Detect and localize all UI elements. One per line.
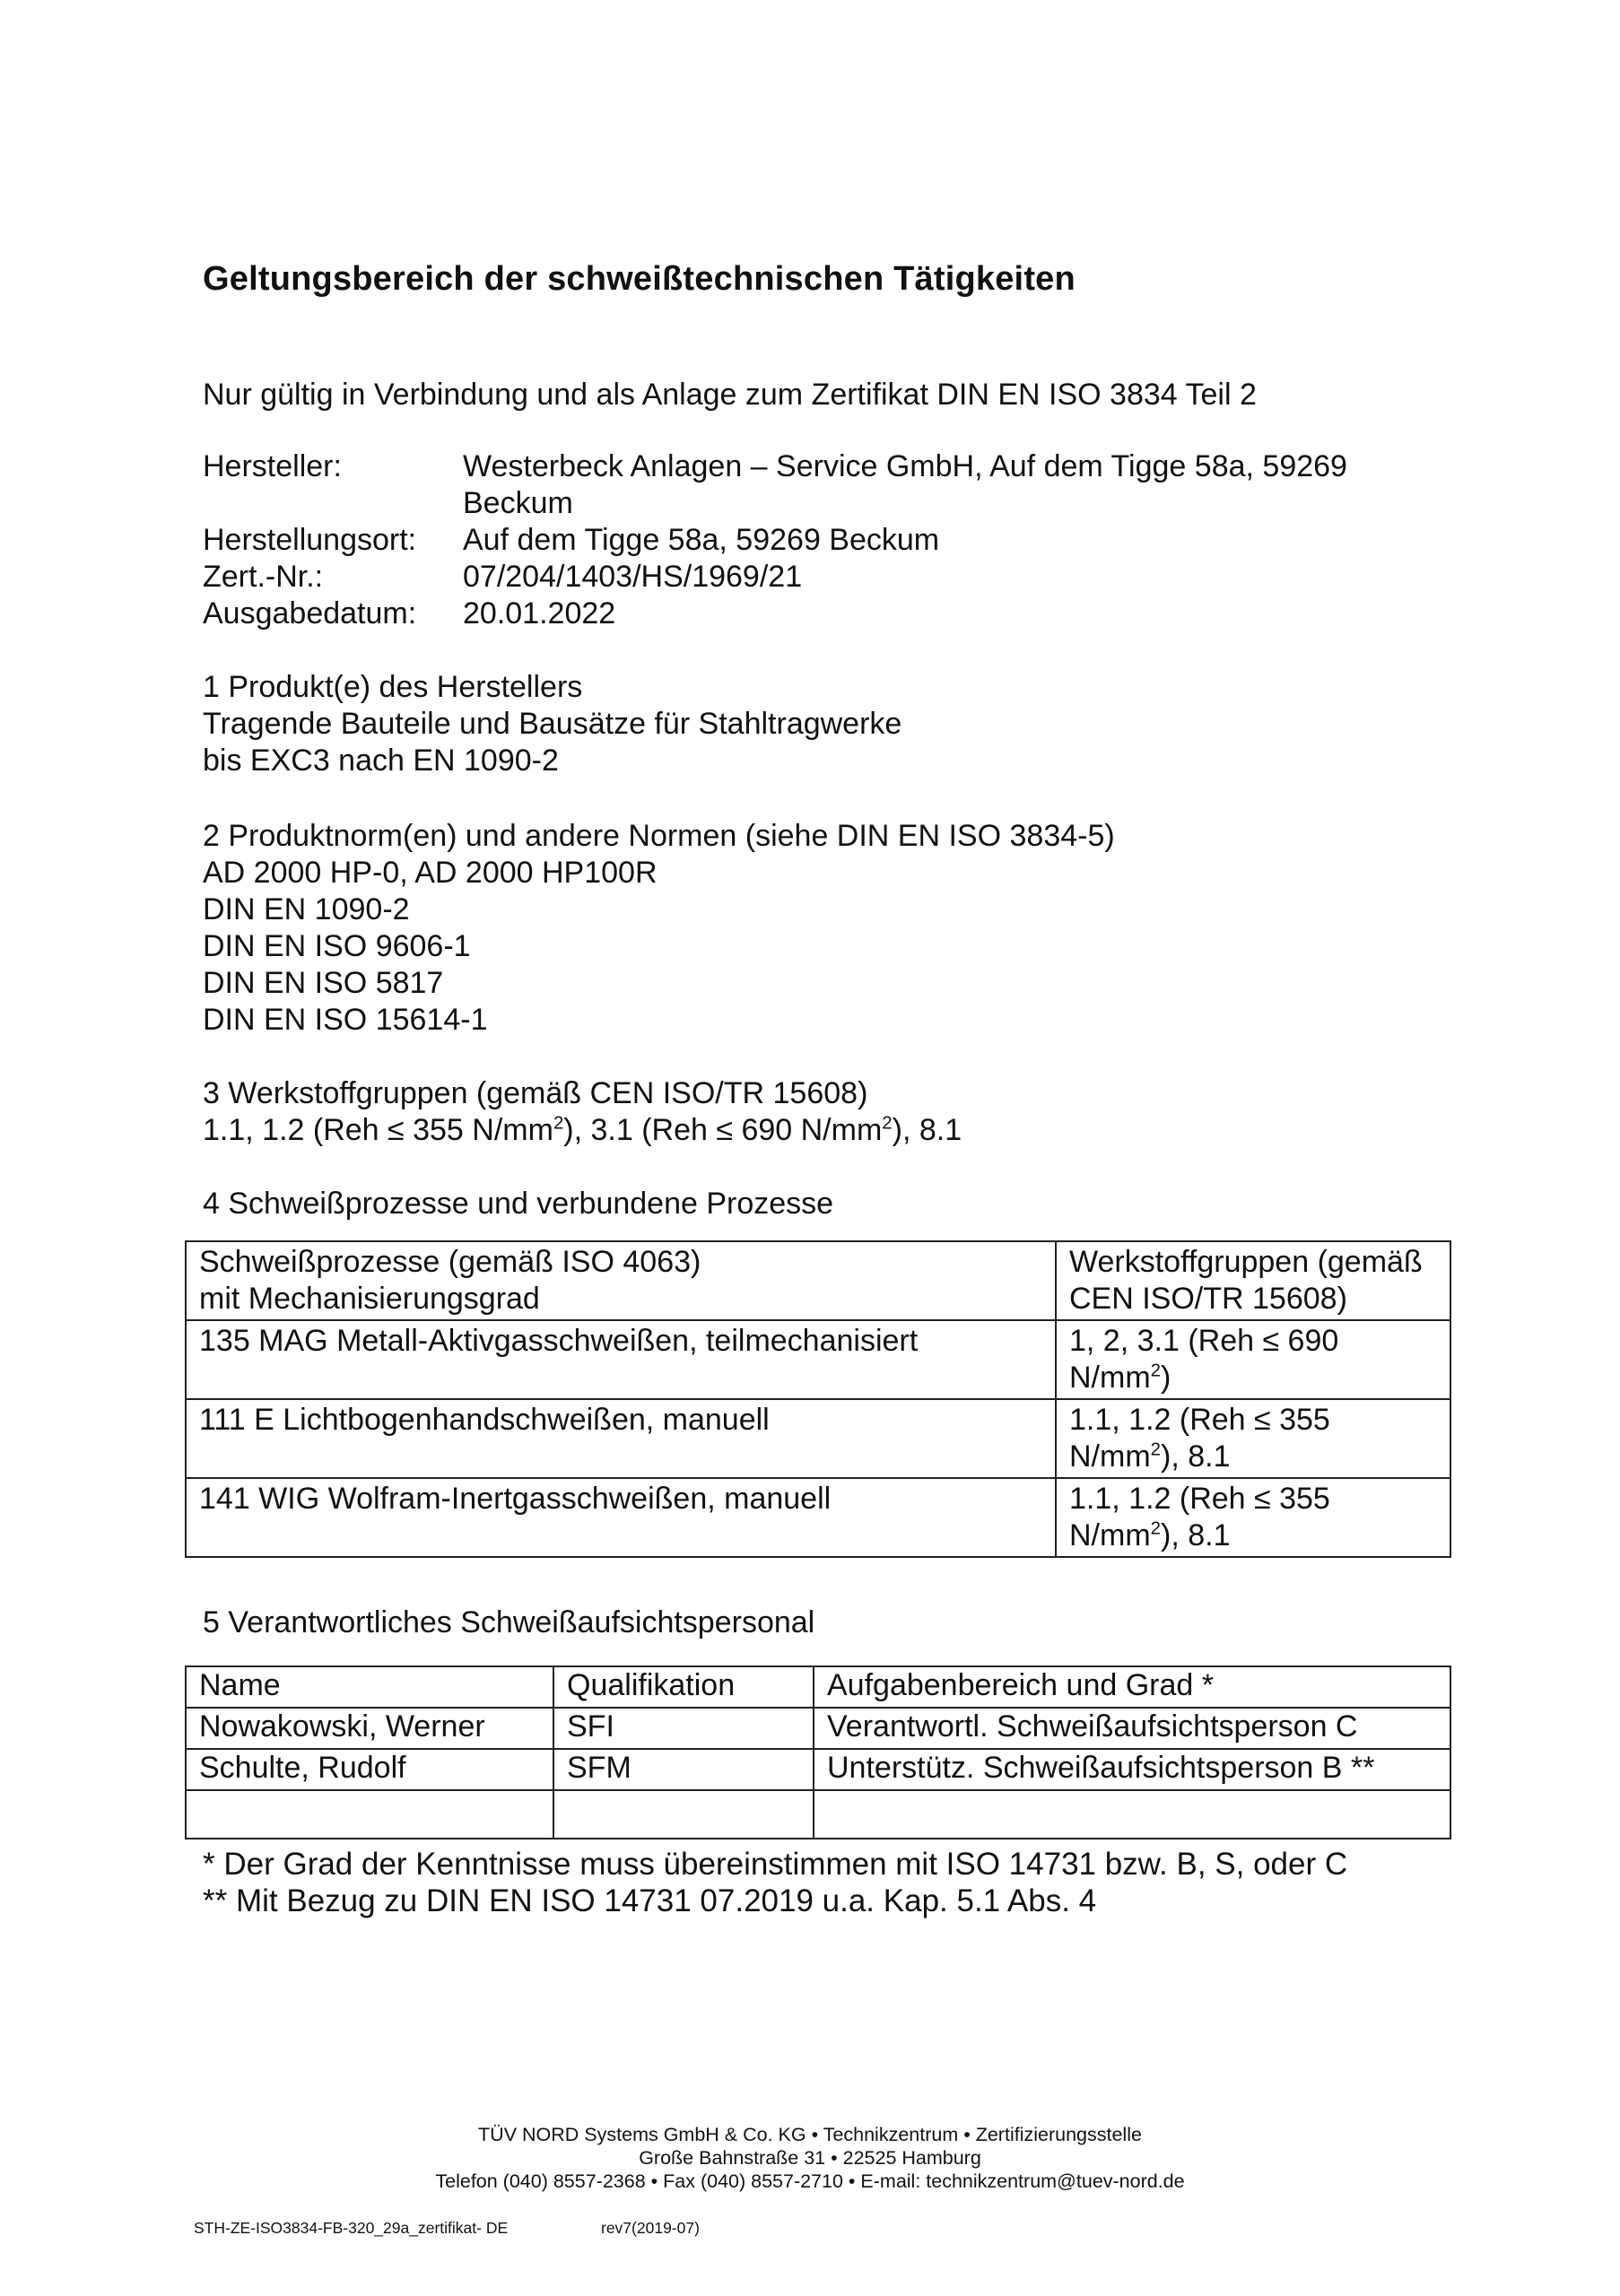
text: ), 8.1 xyxy=(1161,1439,1231,1474)
text: N/mm xyxy=(1069,1518,1151,1552)
info-label: Zert.-Nr.: xyxy=(203,560,324,594)
section-line: Tragende Bauteile und Bausätze für Stahltragwerke xyxy=(203,707,902,741)
section-1 xyxy=(203,669,901,779)
certificate-info xyxy=(203,448,1347,632)
text: 1.1, 1.2 (Reh ≤ 355 N/mm xyxy=(203,1113,553,1147)
material-group-cell xyxy=(1056,1320,1450,1399)
footnote: ** Mit Bezug zu DIN EN ISO 14731 07.2019 u.a. Kap. 5.1 Abs. 4 xyxy=(203,1883,1097,1918)
section-line: AD 2000 HP-0, AD 2000 HP100R xyxy=(203,856,658,890)
info-value: 07/204/1403/HS/1969/21 xyxy=(463,560,803,594)
intro-text: Nur gültig in Verbindung und als Anlage zum Zertifikat DIN EN ISO 3834 Teil 2 xyxy=(203,378,1257,412)
text xyxy=(1069,1518,1437,1554)
text: Werkstoffgruppen (gemäß xyxy=(1069,1245,1423,1279)
footer-line: TÜV NORD Systems GmbH & Co. KG • Technikzentrum • Zertifizierungsstelle xyxy=(478,2124,1142,2145)
empty-cell xyxy=(186,1790,553,1839)
section-line: bis EXC3 nach EN 1090-2 xyxy=(203,744,559,778)
info-row-manufacturer xyxy=(203,448,1347,522)
text: N/mm xyxy=(1069,1361,1151,1395)
material-group-cell xyxy=(1056,1478,1450,1557)
info-value: 20.01.2022 xyxy=(463,596,616,631)
table-row xyxy=(186,1478,1450,1557)
text: ), 3.1 (Reh ≤ 690 N/mm xyxy=(563,1113,883,1147)
supervisory-staff-table xyxy=(185,1665,1451,1839)
process-cell: 135 MAG Metall-Aktivgasschweißen, teilmechanisiert xyxy=(186,1320,1056,1399)
footer-line: Telefon (040) 8557-2368 • Fax (040) 8557-2710 • E-mail: technikzentrum@tuev-nord.de xyxy=(435,2170,1185,2192)
table-row xyxy=(186,1708,1450,1749)
issuer-footer xyxy=(0,2123,1620,2193)
section-heading: 2 Produktnorm(en) und andere Normen (siehe DIN EN ISO 3834-5) xyxy=(203,819,1115,853)
superscript: 2 xyxy=(1150,1361,1161,1381)
section-line: DIN EN 1090-2 xyxy=(203,892,410,926)
section-4-heading: 4 Schweißprozesse und verbundene Prozesse xyxy=(203,1187,834,1221)
info-label: Hersteller: xyxy=(203,449,342,483)
text: ), 8.1 xyxy=(1161,1518,1231,1552)
section-line: DIN EN ISO 5817 xyxy=(203,966,444,1000)
table-header-cell: Qualifikation xyxy=(553,1666,814,1708)
section-line: DIN EN ISO 9606-1 xyxy=(203,929,471,963)
material-group-cell xyxy=(1056,1399,1450,1478)
text: N/mm xyxy=(1069,1439,1151,1474)
text: ) xyxy=(1161,1361,1171,1395)
superscript: 2 xyxy=(553,1113,564,1134)
superscript: 2 xyxy=(1150,1439,1161,1460)
info-value: Auf dem Tigge 58a, 59269 Beckum xyxy=(463,523,940,557)
document-revision: rev7(2019-07) xyxy=(601,2219,700,2237)
section-line: DIN EN ISO 15614-1 xyxy=(203,1003,488,1037)
footnotes xyxy=(203,1846,1347,1919)
table-row xyxy=(186,1749,1450,1790)
section-3 xyxy=(203,1075,962,1149)
role-cell: Unterstütz. Schweißaufsichtsperson B ** xyxy=(814,1749,1450,1790)
welding-process-table xyxy=(185,1240,1451,1558)
table-header-cell xyxy=(1056,1241,1450,1320)
footnote: * Der Grad der Kenntnisse muss übereinstimmen mit ISO 14731 bzw. B, S, oder C xyxy=(203,1847,1348,1882)
text: 1.1, 1.2 (Reh ≤ 355 xyxy=(1069,1482,1330,1516)
info-value: Westerbeck Anlagen – Service GmbH, Auf dem Tigge 58a, 59269 xyxy=(463,449,1347,483)
process-cell: 141 WIG Wolfram-Inertgasschweißen, manuell xyxy=(186,1478,1056,1557)
section-line xyxy=(203,1112,962,1149)
text: 1.1, 1.2 (Reh ≤ 355 xyxy=(1069,1403,1330,1437)
process-cell: 111 E Lichtbogenhandschweißen, manuell xyxy=(186,1399,1056,1478)
text xyxy=(1069,1439,1437,1475)
info-label: Ausgabedatum: xyxy=(203,596,417,631)
table-header-row xyxy=(186,1666,1450,1708)
empty-cell xyxy=(814,1790,1450,1839)
superscript: 2 xyxy=(1150,1518,1161,1539)
text: 1, 2, 3.1 (Reh ≤ 690 xyxy=(1069,1324,1339,1358)
section-5-heading: 5 Verantwortliches Schweißaufsichtspersonal xyxy=(203,1605,815,1639)
name-cell: Schulte, Rudolf xyxy=(186,1749,553,1790)
table-row xyxy=(186,1320,1450,1399)
text: mit Mechanisierungsgrad xyxy=(199,1282,540,1316)
table-header-row xyxy=(186,1241,1450,1320)
table-header-cell: Aufgabenbereich und Grad * xyxy=(814,1666,1450,1708)
table-row xyxy=(186,1399,1450,1478)
info-row-issue-date xyxy=(203,596,1347,632)
table-row-empty xyxy=(186,1790,1450,1839)
text: CEN ISO/TR 15608) xyxy=(1069,1282,1347,1316)
section-2 xyxy=(203,818,1115,1039)
section-heading: 3 Werkstoffgruppen (gemäß CEN ISO/TR 15608) xyxy=(203,1076,868,1110)
section-heading: 1 Produkt(e) des Herstellers xyxy=(203,670,583,704)
info-value-continued: Beckum xyxy=(463,486,573,520)
superscript: 2 xyxy=(882,1113,893,1134)
empty-cell xyxy=(553,1790,814,1839)
role-cell: Verantwortl. Schweißaufsichtsperson C xyxy=(814,1708,1450,1749)
info-label: Herstellungsort: xyxy=(203,523,417,557)
text: ), 8.1 xyxy=(892,1113,962,1147)
text xyxy=(1069,1360,1437,1396)
table-header-cell xyxy=(186,1241,1056,1320)
page-title: Geltungsbereich der schweißtechnischen Tätigkeiten xyxy=(203,260,1076,298)
table-header-cell: Name xyxy=(186,1666,553,1708)
document-id: STH-ZE-ISO3834-FB-320_29a_zertifikat- DE xyxy=(194,2219,509,2237)
info-row-cert-number xyxy=(203,559,1347,596)
qualification-cell: SFI xyxy=(553,1708,814,1749)
text: Schweißprozesse (gemäß ISO 4063) xyxy=(199,1245,701,1279)
footer-line: Große Bahnstraße 31 • 22525 Hamburg xyxy=(639,2147,981,2169)
qualification-cell: SFM xyxy=(553,1749,814,1790)
info-row-location xyxy=(203,522,1347,559)
name-cell: Nowakowski, Werner xyxy=(186,1708,553,1749)
